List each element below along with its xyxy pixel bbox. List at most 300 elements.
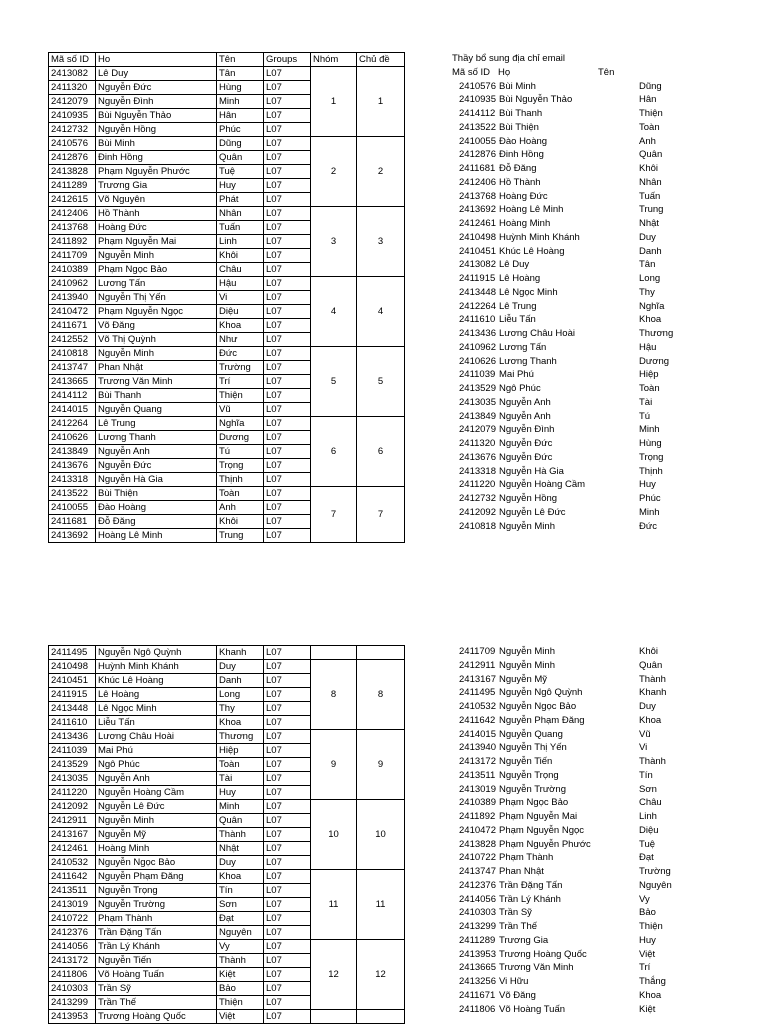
side-first-name: Toàn [639,383,660,394]
side-first-name: Sơn [639,783,657,795]
first-name-cell: Khoa [217,319,264,333]
first-name-cell: Trung [217,529,264,543]
table-row [49,67,405,81]
side-list-item [459,920,689,934]
side-first-name: Huy [639,934,656,946]
side-last-name: Bùi Thiện [499,121,539,133]
nhom-cell [311,646,357,660]
lower-student-table [48,645,405,1024]
side-first-name: Danh [639,245,662,257]
side-first-name: Khoa [639,714,662,726]
group-cell: L07 [264,249,311,263]
student-id-cell: 2410626 [49,431,96,445]
nhom-cell: 12 [311,940,357,1010]
student-id-cell: 2411495 [49,646,96,660]
side-id: 2411495 [459,687,496,699]
group-cell: L07 [264,884,311,898]
side-list-item [459,975,689,989]
first-name-cell: Hiệp [217,744,264,758]
group-cell: L07 [264,674,311,688]
last-name-cell: Nguyễn Anh [96,772,217,786]
side-id: 2410576 [459,80,496,92]
last-name-cell: Nguyễn Tiến [96,954,217,968]
side-list-item [459,368,689,382]
side-last-name: Võ Đăng [499,989,536,1001]
side-last-name: Nguyễn Minh [499,646,555,657]
nhom-cell: 11 [311,870,357,940]
last-name-cell: Hoàng Lê Minh [96,529,217,543]
side-id: 2413768 [459,190,496,202]
side-first-name: Linh [639,811,657,822]
side-list-item [459,300,689,314]
first-name-cell: Châu [217,263,264,277]
side-last-name: Lê Duy [499,259,530,271]
last-name-cell: Võ Đăng [96,319,217,333]
side-id: 2411671 [459,989,496,1001]
side-first-name: Tuấn [639,190,661,202]
group-cell: L07 [264,193,311,207]
last-name-cell: Nguyễn Mỹ [96,828,217,842]
table-row [49,800,405,814]
side-list-item [459,520,689,534]
side-list-item [459,231,689,245]
last-name-cell: Lê Ngọc Minh [96,702,217,716]
side-first-name: Minh [639,506,660,518]
last-name-cell: Khúc Lê Hoàng [96,674,217,688]
side-id: 2413849 [459,410,496,422]
student-id-cell: 2410962 [49,277,96,291]
first-name-cell: Thiện [217,996,264,1010]
side-last-name: Trần Thế [499,921,538,932]
side-id: 2413828 [459,838,496,850]
side-list-item [459,755,689,769]
last-name-cell: Lê Hoàng [96,688,217,702]
side-id: 2412376 [459,879,496,891]
group-cell: L07 [264,758,311,772]
side-list-item [459,423,689,437]
side-id: 2413035 [459,396,496,408]
side-list-item [459,906,689,920]
last-name-cell: Trương Hoàng Quốc [96,1010,217,1024]
side-first-name: Đức [639,520,657,532]
nhom-cell: 7 [311,487,357,543]
side-last-name: Lương Châu Hoài [499,328,575,339]
first-name-cell: Thiện [217,389,264,403]
side-first-name: Thành [639,673,666,685]
group-cell: L07 [264,870,311,884]
side-last-name: Nguyễn Tiến [499,756,553,767]
group-cell: L07 [264,688,311,702]
side-last-name: Đinh Hồng [499,149,544,161]
side-list-item [459,190,689,204]
side-list-item [459,645,689,659]
side-id: 2410498 [459,231,496,243]
group-cell: L07 [264,473,311,487]
side-id: 2413940 [459,742,496,754]
student-id-cell: 2413318 [49,473,96,487]
side-id: 2413511 [459,769,496,781]
nhom-cell: 6 [311,417,357,487]
side-first-name: Trí [639,962,651,974]
table-row [49,1010,405,1024]
side-first-name: Vi [639,742,648,754]
student-id-cell: 2413692 [49,529,96,543]
side-first-name: Hân [639,94,657,106]
first-name-cell: Đức [217,347,264,361]
side-id: 2410935 [459,94,496,106]
upper-student-table [48,52,405,543]
side-last-name: Nguyễn Hồng [499,493,558,504]
chude-cell: 11 [357,870,405,940]
first-name-cell: Vy [217,940,264,954]
side-list-item [459,341,689,355]
table-row [49,417,405,431]
side-lower-rows [459,645,689,1016]
student-id-cell: 2413436 [49,730,96,744]
student-id-cell: 2413448 [49,702,96,716]
side-id: 2410962 [459,341,496,353]
side-list-item [459,506,689,520]
side-list-item [459,148,689,162]
first-name-cell: Danh [217,674,264,688]
student-id-cell: 2413849 [49,445,96,459]
group-cell: L07 [264,786,311,800]
last-name-cell: Phạm Nguyễn Ngọc [96,305,217,319]
student-id-cell: 2414112 [49,389,96,403]
side-list-item [459,258,689,272]
side-id: 2410451 [459,245,496,257]
side-list-item [459,327,689,341]
side-list-item [459,272,689,286]
side-id: 2410055 [459,135,496,147]
side-last-name: Trần Đặng Tấn [499,879,563,891]
side-id: 2411892 [459,811,496,822]
group-cell: L07 [264,772,311,786]
side-first-name: Quân [639,659,663,671]
side-first-name: Trường [639,866,671,877]
last-name-cell: Lương Tấn [96,277,217,291]
side-last-name: Hồ Thành [499,176,541,188]
group-cell: L07 [264,291,311,305]
last-name-cell: Mai Phú [96,744,217,758]
side-list-item [459,80,689,94]
side-list-item [459,313,689,327]
first-name-cell: Huy [217,786,264,800]
student-id-cell: 2411610 [49,716,96,730]
side-list-item [459,465,689,479]
chude-cell: 10 [357,800,405,870]
side-first-name: Thành [639,756,666,767]
side-last-name: Nguyễn Đức [499,451,553,463]
group-cell: L07 [264,996,311,1010]
side-first-name: Nghĩa [639,300,665,312]
side-id: 2411806 [459,1003,496,1015]
nhom-cell: 8 [311,660,357,730]
side-last-name: Phạm Nguyễn Ngọc [499,824,585,836]
student-id-cell: 2413529 [49,758,96,772]
last-name-cell: Võ Thị Quỳnh [96,333,217,347]
student-id-cell: 2412552 [49,333,96,347]
nhom-cell: 2 [311,137,357,207]
table-row [49,646,405,660]
group-cell: L07 [264,81,311,95]
first-name-cell: Khôi [217,249,264,263]
side-list-item [459,135,689,149]
first-name-cell: Phát [217,193,264,207]
last-name-cell: Phan Nhật [96,361,217,375]
last-name-cell: Trần Sỹ [96,982,217,996]
side-list-item [459,865,689,879]
side-first-name: Bảo [639,907,656,919]
student-id-cell: 2413522 [49,487,96,501]
group-cell: L07 [264,319,311,333]
first-name-cell: Dương [217,431,264,445]
last-name-cell: Huỳnh Minh Khánh [96,660,217,674]
last-name-cell: Lê Trung [96,417,217,431]
group-cell: L07 [264,814,311,828]
group-cell: L07 [264,926,311,940]
nhom-cell: 1 [311,67,357,137]
first-name-cell: Thy [217,702,264,716]
group-cell: L07 [264,898,311,912]
side-last-name: Liễu Tấn [499,314,536,326]
student-id-cell: 2413299 [49,996,96,1010]
side-list-item [459,382,689,396]
side-first-name: Huy [639,479,656,491]
side-list-item [459,851,689,865]
group-cell: L07 [264,445,311,459]
last-name-cell: Lê Duy [96,67,217,81]
student-id-cell: 2410576 [49,137,96,151]
group-cell: L07 [264,123,311,137]
side-first-name: Khôi [639,163,659,174]
group-cell: L07 [264,165,311,179]
side-id: 2412079 [459,424,496,436]
student-id-cell: 2413768 [49,221,96,235]
side-first-name: Khanh [639,687,667,699]
first-name-cell: Duy [217,856,264,870]
student-id-cell: 2412079 [49,95,96,109]
side-last-name: Mai Phú [499,369,534,381]
group-cell: L07 [264,800,311,814]
first-name-cell: Vũ [217,403,264,417]
table-row [49,730,405,744]
group-cell: L07 [264,912,311,926]
student-id-cell: 2413665 [49,375,96,389]
side-id: 2410722 [459,852,496,864]
student-id-cell: 2412406 [49,207,96,221]
side-list-item [459,961,689,975]
last-name-cell: Hoàng Đức [96,221,217,235]
side-id: 2413019 [459,783,496,795]
header-id: Mã số ID [49,53,96,67]
student-id-cell: 2413019 [49,898,96,912]
group-cell: L07 [264,375,311,389]
chude-cell [357,1010,405,1024]
side-first-name: Khoa [639,989,662,1001]
group-cell: L07 [264,954,311,968]
student-id-cell: 2412092 [49,800,96,814]
side-first-name: Long [639,273,661,284]
side-id: 2411289 [459,934,496,946]
side-id: 2410626 [459,355,496,367]
side-list-upper [452,52,689,533]
group-cell: L07 [264,501,311,515]
side-id: 2413747 [459,866,496,877]
student-id-cell: 2411709 [49,249,96,263]
lower-table-body [49,646,405,1024]
side-list-item [459,1003,689,1017]
header-nhom: Nhóm [311,53,357,67]
group-cell: L07 [264,333,311,347]
first-name-cell: Tài [217,772,264,786]
side-first-name: Tuệ [639,838,656,850]
student-id-cell: 2413035 [49,772,96,786]
side-first-name: Nguyên [639,879,672,891]
group-cell: L07 [264,828,311,842]
student-id-cell: 2411892 [49,235,96,249]
side-list-item [459,783,689,797]
chude-cell [357,646,405,660]
table-row [49,660,405,674]
last-name-cell: Nguyễn Lê Đức [96,800,217,814]
first-name-cell: Tú [217,445,264,459]
first-name-cell: Đạt [217,912,264,926]
side-last-name: Ngô Phúc [499,383,541,394]
first-name-cell: Quân [217,151,264,165]
first-name-cell: Tân [217,67,264,81]
student-id-cell: 2412376 [49,926,96,940]
side-id: 2413318 [459,465,496,477]
student-id-cell: 2410498 [49,660,96,674]
side-first-name: Diệu [639,824,659,836]
last-name-cell: Lương Thanh [96,431,217,445]
first-name-cell: Toàn [217,758,264,772]
side-last-name: Phan Nhật [499,866,544,877]
side-first-name: Minh [639,424,660,436]
student-id-cell: 2413747 [49,361,96,375]
side-first-name: Châu [639,797,662,809]
group-cell: L07 [264,95,311,109]
side-first-name: Việt [639,948,656,960]
student-id-cell: 2414015 [49,403,96,417]
first-name-cell: Trọng [217,459,264,473]
side-first-name: Trọng [639,451,664,463]
table-row [49,487,405,501]
chude-cell: 12 [357,940,405,1010]
first-name-cell: Linh [217,235,264,249]
side-id: 2411681 [459,163,496,174]
side-last-name: Phạm Ngọc Bảo [499,797,569,809]
side-last-name: Bùi Nguyễn Thảo [499,94,573,106]
last-name-cell: Nguyễn Thị Yến [96,291,217,305]
last-name-cell: Phạm Ngọc Bảo [96,263,217,277]
side-list-item [459,673,689,687]
nhom-cell [311,1010,357,1024]
student-id-cell: 2411806 [49,968,96,982]
side-first-name: Quân [639,149,663,161]
side-last-name: Phạm Thành [499,852,554,864]
group-cell: L07 [264,305,311,319]
side-list-item [459,686,689,700]
side-id: 2411642 [459,714,496,726]
student-id-cell: 2413828 [49,165,96,179]
student-id-cell: 2413511 [49,884,96,898]
side-list-item [459,410,689,424]
side-first-name: Thiện [639,921,663,932]
first-name-cell: Khôi [217,515,264,529]
first-name-cell: Vi [217,291,264,305]
last-name-cell: Hoàng Minh [96,842,217,856]
first-name-cell: Trường [217,361,264,375]
chude-cell: 2 [357,137,405,207]
table-row [49,137,405,151]
last-name-cell: Bùi Nguyễn Thảo [96,109,217,123]
last-name-cell: Trương Văn Minh [96,375,217,389]
side-list-item [459,893,689,907]
first-name-cell: Thành [217,828,264,842]
last-name-cell: Trần Thế [96,996,217,1010]
student-id-cell: 2410451 [49,674,96,688]
side-last-name: Khúc Lê Hoàng [499,245,565,257]
side-list-item [459,492,689,506]
first-name-cell: Huy [217,179,264,193]
side-id: 2413529 [459,383,496,394]
side-header-row [452,66,689,80]
side-last-name: Nguyễn Anh [499,396,551,408]
group-cell: L07 [264,515,311,529]
side-list-item [459,714,689,728]
student-id-cell: 2410818 [49,347,96,361]
side-last-name: Nguyễn Minh [499,659,555,671]
first-name-cell: Kiệt [217,968,264,982]
side-last-name: Nguyễn Hoàng Cầm [499,479,586,491]
last-name-cell: Nguyễn Minh [96,814,217,828]
side-list-item [459,769,689,783]
student-id-cell: 2411671 [49,319,96,333]
group-cell: L07 [264,389,311,403]
side-id: 2412461 [459,218,496,229]
first-name-cell: Diệu [217,305,264,319]
side-first-name: Tú [639,410,651,422]
table-row [49,940,405,954]
student-id-cell: 2413172 [49,954,96,968]
first-name-cell: Phúc [217,123,264,137]
last-name-cell: Nguyễn Đình [96,95,217,109]
student-id-cell: 2410722 [49,912,96,926]
side-id: 2411039 [459,369,496,381]
side-list-item [459,741,689,755]
first-name-cell: Minh [217,95,264,109]
first-name-cell: Tín [217,884,264,898]
side-id: 2410818 [459,520,496,532]
first-name-cell: Bảo [217,982,264,996]
group-cell: L07 [264,842,311,856]
side-last-name: Nguyễn Đình [499,424,555,436]
header-groups: Groups [264,53,311,67]
first-name-cell: Khoa [217,870,264,884]
side-last-name: Nguyễn Lê Đức [499,506,566,518]
side-first-name: Tài [639,396,653,408]
side-first-name: Duy [639,701,656,712]
last-name-cell: Ngô Phúc [96,758,217,772]
side-last-name: Nguyễn Trường [499,783,566,795]
first-name-cell: Nhật [217,842,264,856]
last-name-cell: Nguyễn Minh [96,347,217,361]
side-last-name: Nguyễn Anh [499,410,551,422]
side-list-item [459,934,689,948]
group-cell: L07 [264,403,311,417]
